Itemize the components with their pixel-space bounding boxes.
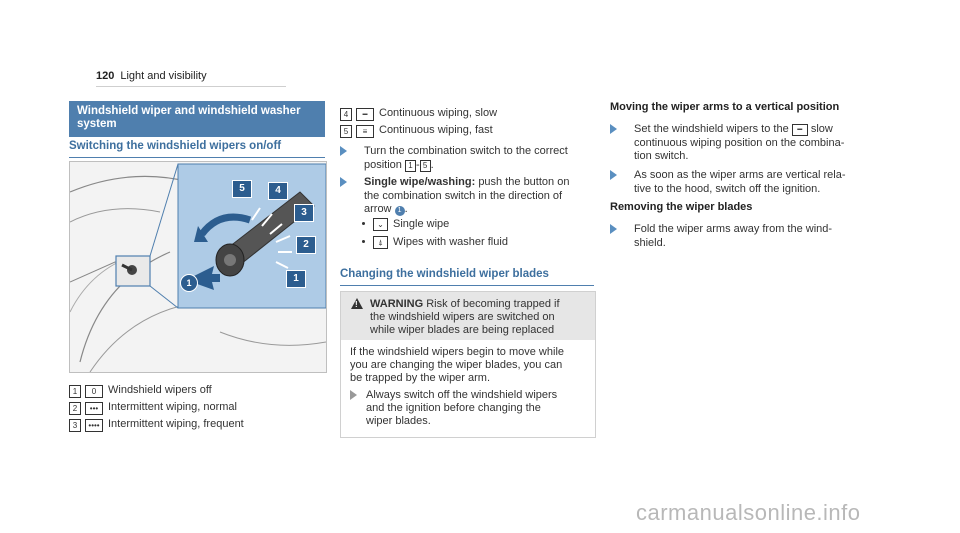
warning-line: the windshield wipers are switched on [370,311,555,323]
page-number: 120 [96,70,115,82]
instruction-line: the combination switch in the direction of [364,189,563,202]
watermark: carmanualsonline.info [636,500,861,525]
instruction-turn-switch [340,145,594,172]
instruction-single-wipe [340,176,594,217]
warning-line: Risk of becoming trapped if [426,298,560,310]
legend-num: 5 [340,125,352,138]
warning-line: while wiper blades are being replaced [370,324,555,336]
instruction-arrow-icon [610,170,617,180]
instruction-arrow-icon [610,124,617,134]
warning-triangle-icon [351,298,363,309]
heading-removing-blades: Removing the wiper blades [610,201,753,213]
callout-5: 5 [232,180,252,198]
subsection-title-changing: Changing the windshield wiper blades [340,268,594,286]
warning-instruction-line: wiper blades. [366,415,431,427]
heading-vertical-position: Moving the wiper arms to a vertical position [610,101,840,113]
sentence-end: . [404,203,408,215]
option-text: Wipes with washer fluid [393,236,508,248]
wiper-off-icon: 0 [85,385,103,398]
legend-item-5 [340,123,596,138]
arrow-callout: 1 [395,206,405,216]
legend-num: 4 [340,108,352,121]
warning-body-line: be trapped by the wiper arm. [350,372,491,384]
instruction-line: Set the windshield wipers to the [634,123,789,135]
warning-body-line: you are changing the wiper blades, you can [350,359,563,371]
instruction-set-slow [610,123,870,164]
instruction-arrow-icon [340,177,347,187]
sentence-end: . [430,158,434,171]
instruction-arrow-icon [610,224,617,234]
warning-label: WARNING [370,298,424,310]
intermittent-frequent-icon: •••• [85,419,103,432]
single-wipe-label: Single wipe/washing: [364,176,476,188]
legend-text: Continuous wiping, slow [379,107,498,119]
instruction-line: slow [810,123,833,135]
legend-text: Intermittent wiping, normal [108,401,237,413]
legend-num: 2 [69,402,81,415]
callout-2: 2 [296,236,316,254]
instruction-arrow-icon [340,146,347,156]
warning-body-line: If the windshield wipers begin to move while [350,346,565,358]
instruction-line [364,159,594,173]
legend-num: 3 [69,419,81,432]
option-text: Single wipe [393,218,450,230]
legend-item-3 [69,417,325,432]
instruction-line: shield. [634,236,666,249]
combination-switch-figure [69,161,327,373]
callout-1: 1 [286,270,306,288]
intermittent-normal-icon: ••• [85,402,103,415]
legend-item-4 [340,106,596,121]
section-title: Windshield wiper and windshield washer system [69,101,325,137]
warning-instruction-line: Always switch off the windshield wipers [366,389,558,401]
arrow-callout-1: 1 [180,274,198,292]
warning-body [350,346,590,385]
position-end-num: 5 [420,160,431,172]
subsection-title-switching: Switching the windshield wipers on/off [69,140,325,158]
header-divider [96,86,286,87]
continuous-fast-icon: ≡ [356,125,374,138]
chapter-title: Light and visibility [120,70,207,82]
instruction-line: As soon as the wiper arms are vertical rela- [634,169,846,181]
instruction-switch-off-ignition [610,169,870,196]
warning-header [341,292,595,340]
instruction-line: Turn the combination switch to the correct [364,145,568,157]
callout-4: 4 [268,182,288,200]
range-separator: - [415,158,420,171]
bullet-dot [362,222,365,225]
position-start-num: 1 [405,160,416,172]
instruction-line: arrow [364,203,392,215]
instruction-line: tion switch. [634,150,689,162]
instruction-position-label: position [364,158,402,171]
instruction-arrow-icon [350,390,357,400]
single-wipe-icon: ⌄ [373,218,388,231]
option-washer [340,236,594,250]
warning-instruction [350,389,590,428]
instruction-line: tive to the hood, switch off the ignition. [634,182,821,195]
washer-fluid-icon: ⍋ [373,236,388,249]
continuous-slow-icon: ━ [356,108,374,121]
instruction-fold-arms [610,223,870,250]
instruction-line: continuous wiping position on the combina- [634,136,845,149]
legend-item-2 [69,400,325,415]
option-single-wipe [340,218,594,232]
instruction-line: push the button on [478,176,570,188]
legend-text: Windshield wipers off [108,384,212,396]
warning-box [340,291,596,438]
page-header [96,70,207,82]
instruction-line: Fold the wiper arms away from the wind- [634,223,833,235]
callout-3: 3 [294,204,314,222]
legend-num: 1 [69,385,81,398]
bullet-dot [362,240,365,243]
legend-text: Intermittent wiping, frequent [108,418,244,430]
legend-text: Continuous wiping, fast [379,124,493,136]
legend-item-1 [69,383,325,398]
warning-instruction-line: and the ignition before changing the [366,402,541,414]
continuous-slow-icon: ━ [792,124,808,136]
